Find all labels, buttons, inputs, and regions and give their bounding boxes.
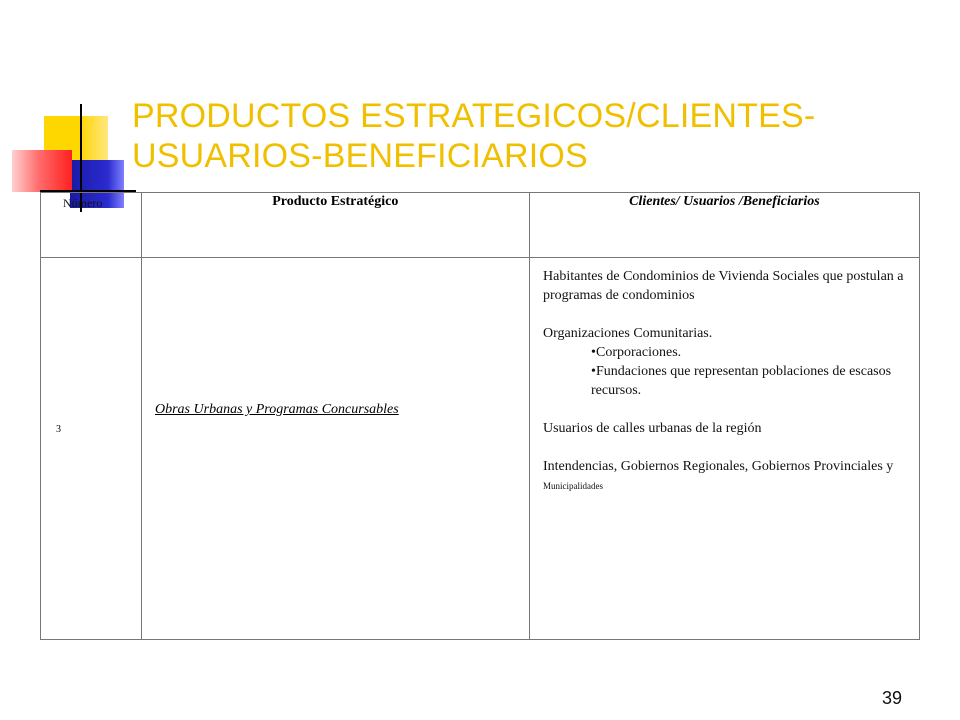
list-item xyxy=(543,362,913,400)
clientes-bullet-list xyxy=(543,343,913,400)
clientes-paragraph-2: Organizaciones Comunitarias. xyxy=(543,326,713,341)
list-item xyxy=(543,343,913,362)
header-producto: Producto Estratégico xyxy=(272,194,399,209)
clientes-paragraph-4-main: Intendencias, Gobiernos Regionales, Gobiernos Provinciales y xyxy=(543,459,894,474)
header-producto-cell xyxy=(141,193,529,258)
row-clientes xyxy=(543,267,913,496)
row-numero: 3 xyxy=(56,424,61,435)
bullet-icon: • xyxy=(591,345,596,360)
row-producto: Obras Urbanas y Programas Concursables xyxy=(155,402,399,417)
header-clientes: Clientes/ Usuarios /Beneficiarios xyxy=(629,194,820,209)
bullet-icon: • xyxy=(591,364,596,379)
clientes-paragraph-3: Usuarios de calles urbanas de la región xyxy=(543,421,762,436)
clientes-paragraph-4-small: Municipalidades xyxy=(543,481,603,491)
table-header-row xyxy=(41,193,920,258)
clientes-paragraph-1: Habitantes de Condominios de Vivienda Sociales que postulan a programas de condominios xyxy=(543,269,904,303)
header-clientes-cell xyxy=(529,193,919,258)
bullet-text: Fundaciones que representan poblaciones de escasos recursos. xyxy=(591,364,892,398)
header-numero: Número xyxy=(63,196,103,210)
row-numero-cell xyxy=(41,258,142,640)
bullet-text: Corporaciones. xyxy=(596,345,682,360)
clientes-paragraph-4 xyxy=(543,457,913,496)
logo-red-block xyxy=(12,150,72,192)
header-numero-cell xyxy=(41,193,142,258)
page-number: 39 xyxy=(882,688,903,708)
slide-title: PRODUCTOS ESTRATEGICOS/CLIENTES-USUARIOS-BENEFICIARIOS xyxy=(132,97,816,175)
row-producto-cell xyxy=(141,258,529,640)
